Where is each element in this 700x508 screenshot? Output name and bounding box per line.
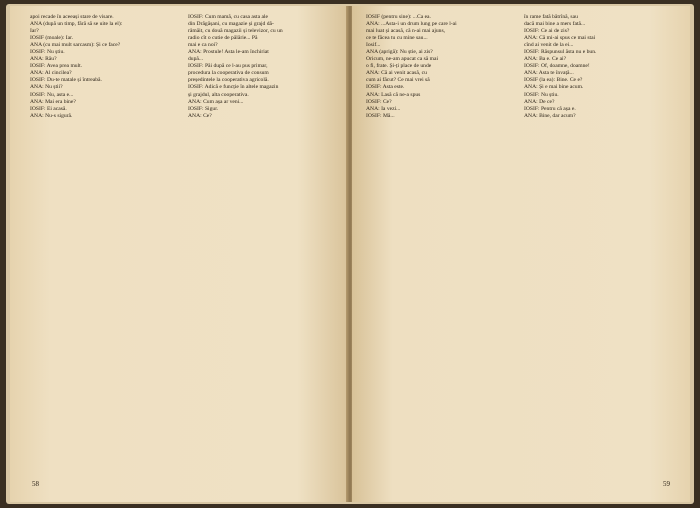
- text-line: ANA: Nu-s sigură.: [30, 112, 73, 119]
- open-book: [6, 4, 694, 504]
- text-line: IOSIF: Răspunsul ăsta nu e bun.: [524, 49, 597, 56]
- text-line: în rame fată bătrînă, sau: [524, 14, 578, 20]
- text-line: ANA: Cum așa ar veni...: [188, 98, 244, 105]
- left-page: [10, 6, 348, 502]
- text-column: [366, 14, 516, 120]
- text-line: ANA: Al cincilea?: [30, 70, 72, 77]
- text-line: ANA (aprigă): Nu știe, ai zis?: [366, 49, 433, 56]
- text-line: ANA: Bine, dar acum?: [524, 112, 576, 119]
- text-line: Iosif...: [366, 42, 381, 49]
- text-line: râmăit, cu două magazii și televizor, cu un: [188, 28, 283, 35]
- page-number: 59: [663, 480, 670, 488]
- text-line: ANA (după un timp, fără să se uite la el):: [30, 21, 123, 28]
- page-number: 58: [32, 480, 39, 488]
- text-line: radio cît o cutie de pălărie... Pă: [188, 35, 258, 42]
- text-line: din Drăgășani, cu magazie și grajd dă-: [188, 21, 274, 28]
- text-line: IOSIF: Nu, asta e...: [30, 91, 74, 98]
- text-line: mai luat și acasă, că n-ai mai ajuns,: [366, 28, 446, 35]
- text-line: ANA: Asta te învață...: [524, 70, 574, 77]
- text-line: IOSIF: Avea prea mult.: [30, 63, 83, 70]
- text-line: o fi, frate. Și-ți place de unde: [366, 63, 432, 70]
- text-line: IOSIF: Păi după ce l-au pus primar,: [188, 63, 268, 70]
- text-line: IOSIF: Asta este.: [366, 84, 405, 91]
- right-page: [352, 6, 690, 502]
- text-line: IOSIF: Of, doamne, doamne!: [524, 63, 590, 70]
- text-line: președintele la cooperativa agricolă.: [188, 77, 269, 84]
- text-line: IOSIF: Adică e funcție în altele magazin: [188, 84, 279, 91]
- text-line: IOSIF: Mă...: [366, 112, 395, 119]
- text-line: ANA: Că ai venit acasă, cu: [366, 70, 427, 77]
- text-line: IOSIF: Cum mamă, cu casa asta ale: [188, 14, 268, 20]
- text-line: dacă mai bine a mers fată...: [524, 21, 586, 28]
- text-line: Iar?: [30, 28, 39, 35]
- text-line: ANA: Nu știi?: [30, 84, 63, 91]
- text-line: IOSIF: Ce ai de zis?: [524, 28, 570, 35]
- text-line: IOSIF (pentru sine): ...Ca ea.: [366, 14, 431, 20]
- text-line: ANA: Ba e. Ce ai?: [524, 56, 567, 63]
- text-line: mai e ca noi?: [188, 42, 218, 49]
- text-line: apoi recade în aceeași stare de visare.: [30, 14, 114, 20]
- text-line: procedura la cooperativa de consum: [188, 70, 269, 77]
- text-line: Oricum, ne-am apucat ca să mai: [366, 56, 439, 63]
- text-line: ce te făcea tu cu mine sau...: [366, 35, 428, 42]
- text-line: IOSIF: Sigur.: [188, 105, 219, 112]
- text-line: și grajdul, alta cooperativa.: [188, 91, 249, 98]
- text-line: cînd ai venit de la ei...: [524, 42, 574, 49]
- text-line: IOSIF: Du-te matale și întreabă.: [30, 77, 102, 84]
- text-line: ANA: Lasă că ne-a spus: [366, 91, 421, 98]
- text-line: cum ai făcut? Ce mai vrei să: [366, 77, 430, 84]
- text-line: ANA: ...Asta-i un drum lung pe care l-ai: [366, 21, 457, 28]
- text-line: ANA: Că mi-ai spus ce mai stai: [524, 35, 596, 42]
- text-column: [524, 14, 674, 120]
- text-line: ANA: Mai era bine?: [30, 98, 76, 105]
- text-line: IOSIF: Nu știu.: [524, 91, 559, 98]
- text-line: ANA: Și e mai bine acum.: [524, 84, 584, 91]
- text-line: ANA: Prostule! Asta le-am închiriat: [188, 49, 269, 56]
- text-line: ANA: Ia vezi...: [366, 105, 401, 112]
- text-line: ANA: De ce?: [524, 98, 555, 105]
- text-line: ANA (cu mai mult sarcasm): Și ce face?: [30, 42, 121, 49]
- text-column: [188, 14, 338, 120]
- text-column: [30, 14, 180, 120]
- text-line: după...: [188, 56, 204, 63]
- text-line: IOSIF (moale): Iar.: [30, 35, 74, 42]
- text-line: IOSIF: Ei acasă.: [30, 105, 67, 112]
- text-line: ANA: Rău?: [30, 56, 57, 63]
- text-line: ANA: Ce?: [188, 112, 212, 119]
- text-line: IOSIF: Nu știu.: [30, 49, 65, 56]
- text-line: IOSIF: Pentru că așa e.: [524, 105, 576, 112]
- text-line: IOSIF: Ce?: [366, 98, 392, 105]
- text-line: IOSIF (la ea): Bine. Ce e?: [524, 77, 583, 84]
